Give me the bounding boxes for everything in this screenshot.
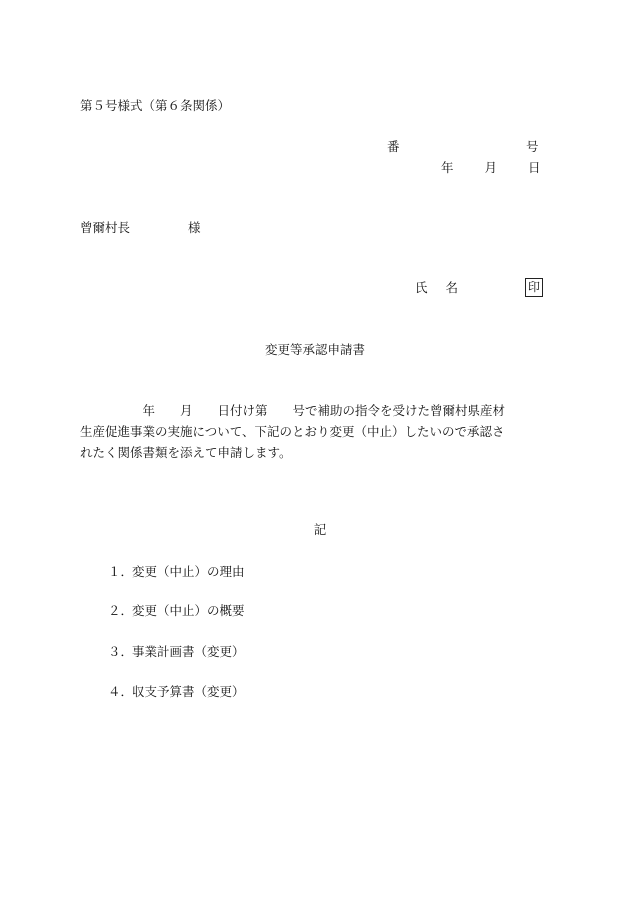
addressee bbox=[80, 220, 201, 236]
body-line-3: れたく関係書類を添えて申請します。 bbox=[80, 445, 292, 460]
list-item-number: ４． bbox=[108, 684, 134, 699]
addressee-honorific: 様 bbox=[188, 220, 201, 235]
number-label-gou: 号 bbox=[526, 139, 539, 154]
body-line-2: 生産促進事業の実施について、下記のとおり変更（中止）したいので承認さ bbox=[80, 424, 505, 439]
list-item-number: １． bbox=[108, 564, 134, 579]
document-title: 変更等承認申請書 bbox=[264, 342, 365, 357]
addressee-name: 曾爾村長 bbox=[80, 220, 131, 235]
list-item bbox=[108, 564, 245, 580]
list-item-number: ２． bbox=[108, 603, 134, 618]
list-item-text: 事業計画書（変更） bbox=[132, 644, 245, 659]
seal-box: 印 bbox=[525, 278, 543, 297]
date-day: 日 bbox=[528, 160, 541, 175]
name-label-mei: 名 bbox=[445, 280, 459, 295]
application-body bbox=[80, 400, 550, 463]
list-item-text: 変更（中止）の概要 bbox=[132, 603, 245, 618]
applicant-name-label bbox=[415, 280, 458, 296]
number-label-ban: 番 bbox=[387, 139, 400, 154]
list-item-text: 変更（中止）の理由 bbox=[132, 564, 245, 579]
list-item bbox=[108, 644, 245, 660]
list-item-number: ３． bbox=[108, 644, 134, 659]
date-year: 年 bbox=[441, 160, 454, 175]
ki-heading: 記 bbox=[313, 522, 327, 537]
date-line bbox=[441, 160, 541, 176]
date-month: 月 bbox=[484, 160, 498, 175]
list-item bbox=[108, 603, 245, 619]
form-number: 第５号様式（第６条関係） bbox=[80, 98, 231, 113]
list-item-text: 収支予算書（変更） bbox=[132, 684, 245, 699]
name-label-shi: 氏 bbox=[415, 280, 428, 295]
body-line-1: 年 月 日付け第 号で補助の指令を受けた曾爾村県産材 bbox=[80, 403, 506, 418]
list-item bbox=[108, 684, 245, 700]
